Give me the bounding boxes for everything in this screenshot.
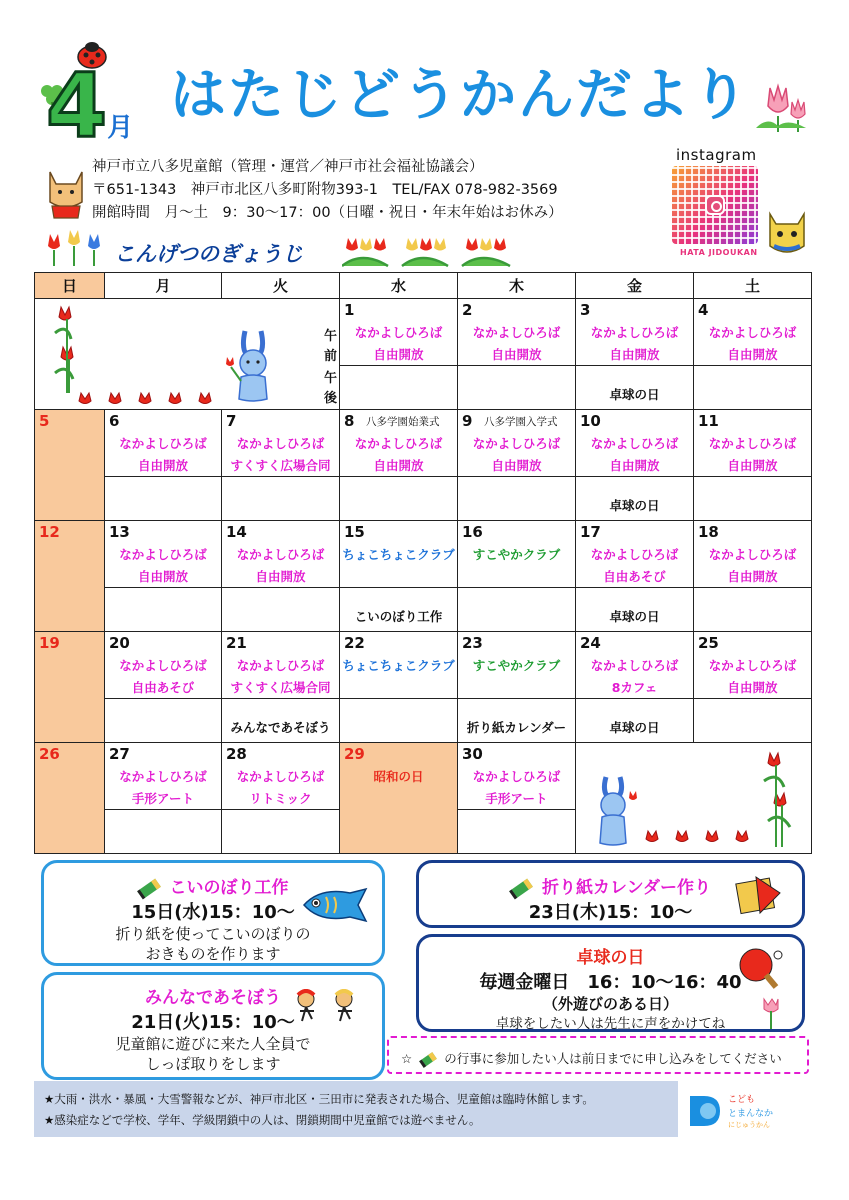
am-event-detail: 自由開放 [727,458,778,473]
cat-icon [42,162,90,220]
am-event-detail: 8カフェ [611,680,658,695]
org-name: 神戸市立八多児童館（管理・運営／神戸市社会福祉協議会） [92,159,484,175]
week-row-2 [35,410,812,521]
day-cell-23[interactable] [458,632,576,743]
koinobori-title: こいのぼり工作 [169,878,289,898]
koinobori-fish-icon [300,885,370,925]
am-event: なかよしひろば [354,325,443,340]
tulip-border-icon [41,303,241,407]
school-event: 八多学園入学式 [484,416,558,428]
day-number: 9 [462,412,473,430]
day-number: 7 [226,412,237,430]
day-cell-28[interactable] [222,743,340,854]
am-event: なかよしひろば [472,436,561,451]
weekday-mon: 月 [105,273,222,299]
notice-text: の行事に参加したい人は前日までに申し込みをしてください [444,1051,782,1066]
day-cell-24[interactable] [576,632,694,743]
pm-event: 折り紙カレンダー [466,720,567,735]
day-number: 24 [580,634,601,652]
am-pm-divider [105,587,221,588]
am-event: なかよしひろば [590,547,679,562]
am-event: なかよしひろば [590,658,679,673]
logo-text-3: にじゅうかん [728,1121,770,1129]
origami-title: 折り紙カレンダー作り [542,878,711,898]
am-event-detail: 自由開放 [255,569,306,584]
day-cell-26[interactable] [35,743,105,854]
takkyu-desc: 卓球をしたい人は先生に声をかけてね [495,1016,726,1032]
am-event: ちょこちょこクラブ [342,658,455,673]
am-event-detail: 自由あそび [603,569,666,584]
am-pm-divider [694,476,811,477]
tulips-icon [44,226,108,266]
weekday-sat: 土 [694,273,812,299]
day-number: 5 [39,412,50,430]
pm-event: こいのぼり工作 [354,609,443,624]
minna-desc-2: しっぽ取りをします [145,1055,281,1073]
am-event: なかよしひろば [119,769,207,784]
day-number: 29 [344,745,365,763]
week1-illustration-cell [35,299,340,410]
pm-label-2: 後 [323,391,337,406]
org-info [92,156,563,225]
am-pm-divider [458,698,575,699]
weekday-tue: 火 [222,273,340,299]
day-number: 22 [344,634,365,652]
am-event: なかよしひろば [236,436,325,451]
am-event: なかよしひろば [119,658,207,673]
school-event: 八多学園始業式 [366,416,440,428]
day-number: 21 [226,634,247,652]
am-pm-divider [340,365,457,366]
am-pm-divider [340,587,457,588]
am-pm-divider [576,365,693,366]
day-cell-1[interactable] [340,299,458,410]
day-number: 16 [462,523,483,541]
week5-illustration-cell [576,743,812,854]
am-event-detail: 自由開放 [373,458,424,473]
month-number: 4 月 [46,54,130,157]
day-cell-12[interactable] [35,521,105,632]
am-event-detail: すくすく広場合同 [230,680,331,695]
day-number: 1 [344,301,355,319]
koinobori-time: 15日(水)15：10～ [131,902,295,923]
registration-notice [387,1036,809,1074]
am-pm-divider [105,698,221,699]
am-event-detail: 手形アート [131,791,195,806]
day-number: 10 [580,412,601,430]
koinobori-desc-1: 折り紙を使ってこいのぼりの [115,925,311,943]
bunny-icon [223,329,283,405]
day-cell-3[interactable] [576,299,694,410]
day-cell-10[interactable] [576,410,694,521]
origami-paper-icon [734,873,784,917]
day-number: 12 [39,523,60,541]
day-cell-13[interactable] [105,521,222,632]
day-cell-17[interactable] [576,521,694,632]
day-number: 2 [462,301,473,319]
tulip-row-icon [342,232,522,268]
am-event-detail: 自由開放 [727,680,778,695]
am-pm-divider [458,809,575,810]
week-row-1 [35,299,812,410]
minna-time: 21日(火)15：10～ [131,1012,295,1033]
am-pm-divider [222,698,339,699]
am-event-detail: リトミック [249,791,312,806]
kodomo-logo-icon [688,1094,724,1128]
pencil-icon [137,878,161,899]
day-cell-25[interactable] [694,632,812,743]
am-pm-divider [340,698,457,699]
day-cell-20[interactable] [105,632,222,743]
week-row-3 [35,521,812,632]
day-number: 26 [39,745,60,763]
day-number: 17 [580,523,601,541]
day-number: 27 [109,745,130,763]
am-pm-divider [458,476,575,477]
org-address: 〒651-1343 神戸市北区八多町附物393-1 TEL/FAX 078-982-3569 [92,182,558,198]
am-event: なかよしひろば [236,658,325,673]
am-event: すこやかクラブ [472,658,561,673]
page-title: はたじどうかんだより [170,63,750,128]
am-event-detail: 自由開放 [727,569,778,584]
weekday-sun: 日 [35,273,105,299]
day-number: 13 [109,523,130,541]
pencil-icon [419,1052,437,1068]
takkyu-title: 卓球の日 [576,948,645,968]
day-number: 30 [462,745,483,763]
instagram-icon [705,195,725,215]
qr-caption: HATA JIDOUKAN [680,248,758,257]
ping-pong-paddle-icon [736,945,786,995]
takkyu-subtitle: （外遊びのある日） [542,995,678,1013]
opening-hours: 開館時間 月～土 9：30～17：00（日曜・祝日・年末年始はお休み） [92,205,563,221]
weekday-thu: 木 [458,273,576,299]
day-number: 4 [698,301,709,319]
day-cell-9[interactable] [458,410,576,521]
am-event: なかよしひろば [119,436,207,451]
day-cell-15[interactable] [340,521,458,632]
am-label-2: 前 [323,349,337,364]
am-event-detail: 自由開放 [137,569,188,584]
day-number: 18 [698,523,719,541]
takkyu-event-box [416,934,805,1032]
weekday-fri: 金 [576,273,694,299]
day-number: 14 [226,523,247,541]
day-number: 6 [109,412,120,430]
logo-text-1: こども [728,1095,756,1105]
am-event-detail: 自由開放 [137,458,188,473]
koinobori-event-box [41,860,385,966]
am-pm-divider [458,587,575,588]
day-cell-19[interactable] [35,632,105,743]
am-event: なかよしひろば [472,769,561,784]
day-cell-30[interactable] [458,743,576,854]
day-number: 28 [226,745,247,763]
am-event: なかよしひろば [472,325,561,340]
am-label: 午 [323,329,337,344]
am-event: なかよしひろば [590,325,679,340]
day-cell-16[interactable] [458,521,576,632]
am-event: ちょこちょこクラブ [342,547,455,562]
am-event-detail: 手形アート [485,791,548,806]
day-cell-22[interactable] [340,632,458,743]
am-pm-divider [105,476,221,477]
week-row-4 [35,632,812,743]
weekday-wed: 水 [340,273,458,299]
day-cell-8[interactable] [340,410,458,521]
pm-event: 卓球の日 [609,720,660,735]
running-kids-icon [288,989,368,1029]
am-event-detail: 自由あそび [131,680,195,695]
pm-event: みんなであそぼう [230,720,331,735]
day-cell-21[interactable] [222,632,340,743]
am-pm-divider [694,587,811,588]
am-pm-divider [222,587,339,588]
am-pm-divider [105,809,221,810]
am-event-detail: すくすく広場合同 [230,458,331,473]
minna-desc-1: 児童館に遊びに来た人全員で [115,1035,311,1053]
day-number: 8 [344,412,355,430]
am-event: なかよしひろば [354,436,443,451]
am-event: なかよしひろば [590,436,679,451]
am-pm-divider [576,476,693,477]
day-cell-27[interactable] [105,743,222,854]
koinobori-desc-2: おきものを作ります [145,945,281,963]
day-cell-18[interactable] [694,521,812,632]
day-number: 11 [698,412,719,430]
pm-event: 卓球の日 [609,387,660,402]
tulip-icon [748,78,812,134]
am-pm-divider [222,476,339,477]
day-number: 19 [39,634,60,652]
am-pm-divider [458,365,575,366]
am-pm-divider [222,809,339,810]
day-cell-29[interactable] [340,743,458,854]
bunny-tulip-icon [584,747,804,851]
weekday-header-row [35,273,812,299]
am-event: なかよしひろば [708,436,797,451]
am-event: すこやかクラブ [472,547,561,562]
footer-note-2: ★感染症などで学校、学年、学級閉鎖中の人は、閉鎖期間中児童館では遊べません。 [44,1113,481,1127]
minna-event-box [41,972,385,1080]
day-number: 23 [462,634,483,652]
pm-event: 卓球の日 [609,498,660,513]
month-unit: 月 [107,113,130,143]
star-icon: ☆ [401,1051,413,1066]
logo-text-2: とまんなか [728,1109,774,1119]
am-event-detail: 自由開放 [609,347,660,362]
am-event-detail: 自由開放 [373,347,424,362]
day-cell-2[interactable] [458,299,576,410]
am-event: なかよしひろば [236,547,325,562]
day-number: 20 [109,634,130,652]
day-number: 25 [698,634,719,652]
am-event-detail: 自由開放 [491,347,542,362]
pencil-icon [509,878,533,899]
am-event: なかよしひろば [119,547,207,562]
takkyu-time: 毎週金曜日 16：10～16：40 [479,972,742,993]
origami-event-box [416,860,805,928]
footer-note-1: ★大雨・洪水・暴風・大雪警報などが、神戸市北区・三田市に発表された場合、児童館は臨時休館します。 [44,1092,594,1106]
am-event: なかよしひろば [708,547,797,562]
am-pm-divider [340,476,457,477]
am-event: なかよしひろば [236,769,325,784]
am-pm-divider [576,698,693,699]
minna-title: みんなであそぼう [145,988,281,1008]
footer-notes [34,1081,678,1137]
am-event: なかよしひろば [708,325,797,340]
instagram-qr-code[interactable] [672,166,758,244]
day-number: 3 [580,301,591,319]
am-event-detail: 自由開放 [609,458,660,473]
day-cell-5[interactable] [35,410,105,521]
am-event-detail: 自由開放 [727,347,778,362]
am-pm-divider [694,698,811,699]
day-cell-11[interactable] [694,410,812,521]
origami-time: 23日(木)15：10～ [528,902,693,923]
day-cell-4[interactable] [694,299,812,410]
week-row-5 [35,743,812,854]
am-pm-divider [576,587,693,588]
instagram-label: instagram [676,146,757,164]
holiday-name: 昭和の日 [373,769,424,784]
am-event: なかよしひろば [708,658,797,673]
events-subheading: こんげつのぎょうじ [114,242,303,266]
day-cell-14[interactable] [222,521,340,632]
day-number: 15 [344,523,365,541]
am-pm-divider [694,365,811,366]
am-event-detail: 自由開放 [491,458,542,473]
tulip-small-icon [760,995,784,1029]
day-cell-7[interactable] [222,410,340,521]
day-cell-6[interactable] [105,410,222,521]
pm-event: 卓球の日 [609,609,660,624]
calendar-table [34,272,812,854]
pm-label: 午 [323,371,337,386]
cat-mascot-icon [762,206,812,260]
